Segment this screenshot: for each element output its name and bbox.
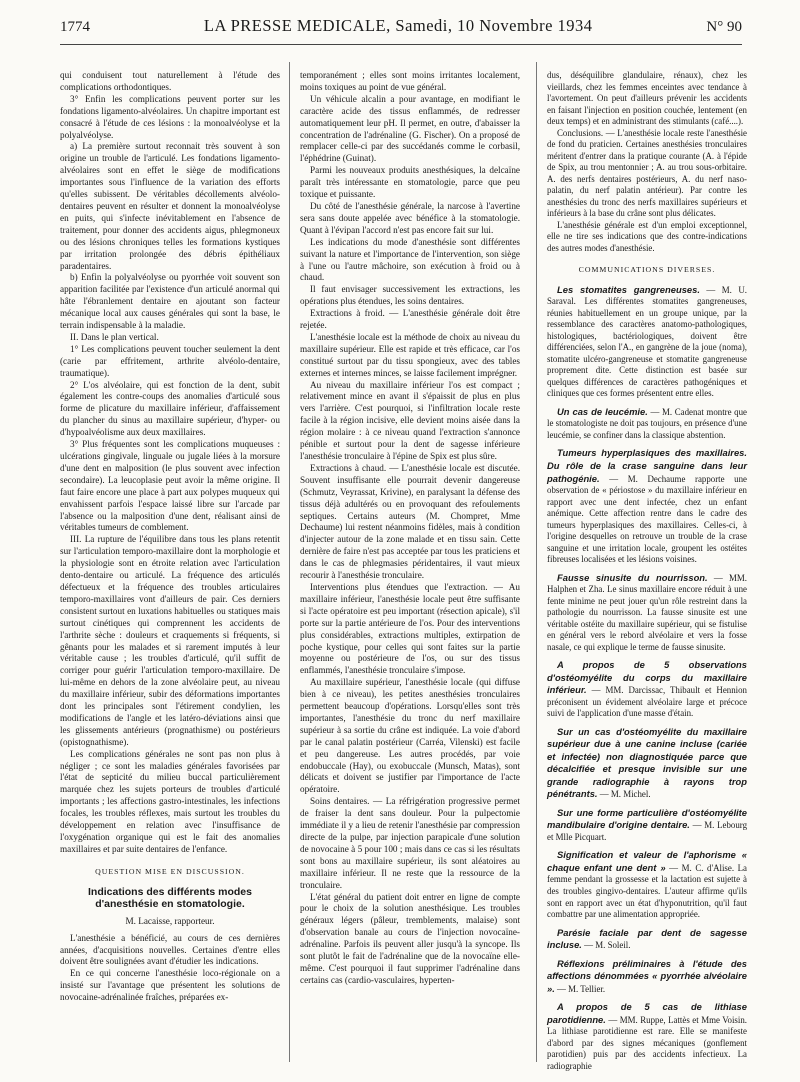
communication-entry (547, 1001, 747, 1072)
column-2 (300, 70, 520, 987)
paragraph: L'anesthésie générale est d'un emploi exceptionnel, elle ne tire ses indications que des contre-indications des autres modes d'anesthésie. (547, 219, 747, 253)
communication-entry (547, 726, 747, 801)
paragraph: 3° Plus fréquentes sont les complications muqueuses : ulcérations gingivale, linguale ou jugale liées à la morsure d'une dent en malposition (le plus souvent avec infection secondaire). La leucoplasie peut avoir la même origine. Il faut faire encore une place à part aux polypes muqueux qui envahissent parfois l'espace laissé libre sur l'arcade par l'absence ou la malposition d'une dent, réalisant ainsi de véritables tumeurs de comblement. (60, 439, 280, 533)
communication-text: — M. Michel. (597, 789, 651, 800)
paragraph: Extractions à chaud. — L'anesthésie locale est discutée. Souvent insuffisante elle pourrait devenir dangereuse (Schmutz, Veyrassat, Krivine), en paralysant la défense des tissus déjà adultérés ou en provoquant des refoulements septiques. Certains auteurs (M. Chompret, Mme Dechaume) lui restent néanmoins fidèles, mais à condition d'injecter autour de la zone malade et en tissu sain. Cette dernière de faire n'est pas acceptée par tous les praticiens et dans le cas de phlegmasies péridentaires, il vaut mieux recourir à l'anesthésie tronculaire. (300, 462, 520, 581)
paragraph: L'anesthésie a bénéficié, au cours de ces dernières années, d'acquisitions nouvelles. Certaines d'entre elles doivent être soulignées avant d'étudier les indications. (60, 932, 280, 967)
article-title: Indications des différents modes d'anesthésie en stomatologie. (88, 885, 252, 911)
paragraph: Au maxillaire supérieur, l'anesthésie locale (qui diffuse bien à ce niveau), les petites anesthésies tronculaires permettent beaucoup d'opérations. Lorsqu'elles sont très importantes, l'anesthésie du tronc du nerf maxillaire supérieur à sa sortie du crâne est indiquée. La voie d'abord par le canal palatin postérieur (Carréa, Vilenski) est facile et peu dangereuse. Les autres procédés, par voie endobuccale (Hay), ou exobuccale (Munsch, Matas), sont délicats et doivent se justifier par l'importance de l'acte opératoire. (300, 677, 520, 795)
column-1 (60, 70, 280, 1004)
page-number: 1774 (60, 19, 90, 35)
communication-text: — M. Soleil. (581, 940, 631, 951)
communication-title: Réflexions préliminaires à l'étude des affections dénommées « pyorrhée alvéolaire ». (547, 957, 747, 994)
communication-title: Signification et valeur de l'aphorisme « chaque enfant une dent » (547, 849, 747, 873)
communication-title: Sur une forme particulière d'ostéomyélite mandibulaire d'origine dentaire. (547, 806, 747, 831)
communication-text: — M. Lebourg et Mlle Picquart. (547, 820, 748, 842)
communication-entry (547, 849, 747, 920)
communication-title: Sur un cas d'ostéomyélite du maxillaire supérieur due à une canine incluse (cariée et infectée) non diagnostiquée parce que décalcifiée et presque invisible sur une grande radiographie à rayons trop pénétrants. (547, 725, 747, 800)
issue-number: N° 90 (706, 19, 742, 35)
paragraph: Conclusions. — L'anesthésie locale reste l'anesthésie de fond du praticien. Certaines anesthésies tronculaires méritent d'entrer dans la pratique courante (A. à l'épide de Spix, au trou mentonnier ; A. au trou sous-orbitaire. A. des nerfs dentaires postérieurs, A. du nerf naso-palatin, du nerf palatin antérieur). Par contre les anesthésies du tronc des nerfs maxillaires supérieurs et inférieurs à la base du crâne sont plus délicates. (547, 127, 747, 219)
paragraph: Les complications générales ne sont pas non plus à négliger ; ce sont les maladies générales favorisées par l'état de septicité du milieu buccal particulièrement marquée chez les sujets porteurs de troubles d'articulé importants ; les affections gastro-intestinales, les infections focales, les troubles réflexes, mais surtout les troubles du développement en relation avec l'insuffisance de l'oxygénation organique qui est le fait des anomalies maxillaires et par suite dentaires de l'enfance. (60, 748, 280, 854)
communication-entry (547, 927, 747, 952)
section-heading: QUESTION MISE EN DISCUSSION. (95, 866, 245, 876)
communication-title: A propos de 5 observations d'ostéomyélite du corps du maxillaire inférieur. (547, 659, 747, 696)
paragraph: Soins dentaires. — La réfrigération progressive permet de fraiser la dent sans douleur. Pour la pulpectomie immédiate il y a lieu de retenir l'anesthésie par compression directe de la pulpe, par injection parapicale d'une solution de novocaine à 5 pour 100 ; mais dans ce cas si les résultats sont bons au maxillaire supérieur, ils sont aléatoires au maxillaire inférieur. Il ne reste que la ressource de la tronculaire. (300, 796, 520, 890)
paragraph: L'anesthésie locale est la méthode de choix au niveau du maxillaire supérieur. Elle est rapide et très efficace, car l'os constitué surtout par du tissu spongieux, avec des tables externes et internes minces, se laisse facilement imprégner. (300, 331, 520, 378)
journal-title: LA PRESSE MEDICALE, Samedi, 10 Novembre 1934 (203, 16, 593, 35)
communication-text: — M. Dechaume rapporte une observation de « périostose » du maxillaire inférieur en rapport avec une dent infectée, chez un enfant anémique. Cette affection rentre dans le cadre des tumeurs hyperplasiques des maxillaires. Celles-ci, à l'origine desquelles on retrouve un trouble de la crase sanguine et une irritation locale, groupent les ostéites fibreuses localisées et les lésions voisines. (547, 473, 747, 565)
header-rule (60, 44, 742, 45)
communication-entry (547, 572, 747, 654)
paragraph: III. La rupture de l'équilibre dans tous les plans retentit sur l'articulation temporo-maxillaire dont la morphologie et la physiologie sont en étroite relation avec l'articulation dento-dentaire ou articulé. La fréquence des articulés défectueux et la fréquence des troubles articulaires temporo-maxillaires vont d'ailleurs de pair. Ces derniers consistent surtout en luxations habituelles ou statiques mais surtout cinétiques qui comprennent les accidents de l'arthrite sèche : douleurs et craquements si fréquents, si gênants pour les malades et si rarement imputés à leur véritable cause ; les troubles d'articulé, qu'il suffit de corriger pour guérir l'articulation temporo-maxillaire. De lui-même en dehors de la zone alvéolaire peut, au niveau du maxillaire inférieur, subir des déformations importantes dont les principales sont l'étirement condylien, les modifications de l'angle et les latéro-déviations ainsi que les glissements antérieurs (prognathisme) ou postérieurs (opistognathisme). (60, 534, 280, 747)
column-divider (289, 62, 290, 1062)
paragraph: Au niveau du maxillaire inférieur l'os est compact ; relativement mince en avant il s'épaissit de plus en plus vers l'arrière. C'est pourquoi, si l'infiltration locale reste facile à la région incisive, elle devient moins aisée dans la région molaire : à ce niveau quand l'extraction s'annonce pénible et surtout pour la dent de sagesse inférieure l'anesthésie tronculaire à l'épine de Spix est plus sûre. (300, 379, 520, 461)
column-3 (547, 70, 747, 1072)
paragraph: Extractions à froid. — L'anesthésie générale doit être rejetée. (300, 308, 520, 331)
paragraph: Il faut envisager successivement les extractions, les opérations plus étendues, les soins dentaires. (300, 284, 520, 307)
communication-entry (547, 284, 747, 400)
communication-entry (547, 447, 747, 565)
communication-entry (547, 406, 747, 442)
communication-text: — M. Cadenat montre que le stomatologiste ne doit pas toujours, en présence d'une leucémie, se confiner dans la classique abstention. (547, 406, 747, 440)
paragraph: b) Enfin la polyalvéolyse ou pyorrhée voit souvent son apparition facilitée par l'existence d'un articulé anormal qui hâte l'ébranlement dentaire en ajoutant son facteur mécanique local aux causes générales qui sont la base, le terrain indispensable à la maladie. (60, 272, 280, 331)
communication-text: — MM. Halphen et Zha. Le sinus maxillaire encore réduit à une fente minime ne peut jouer qu'un rôle restreint dans la pathologie du nourrisson. La fausse sinusite est une véritable ostéite du maxillaire supérieur, qui se fistulise en général vers le rebord alvéolaire et vers la fosse nasale, ce qui explique le terme de fausse sinusite. (547, 572, 747, 652)
paragraph: qui conduisent tout naturellement à l'étude des complications orthodontiques. (60, 70, 280, 92)
communication-title: A propos de 5 cas de lithiase parotidienne. (547, 1001, 747, 1025)
paragraph: 3° Enfin les complications peuvent porter sur les fondations ligamento-alvéolaires. Un chapitre important est consacré à l'étude de ces lésions : la monoalvéolyse et la polyalvéolyse. (60, 93, 280, 140)
paragraph: Parmi les nouveaux produits anesthésiques, la delcaïne paraît très intéressante en stomatologie, parce que peu toxique et puissante. (300, 165, 520, 200)
communication-text: — M. C. d'Alise. La femme pendant la grossesse et la lactation est sujette à des troubles gingivo-dentaires. L'auteur affirme qu'ils sont en rapport avec un état d'hyponutrition, qu'il faut combattre par une alimentation appropriée. (547, 862, 747, 920)
communication-text: — M. U. Saraval. Les différentes stomatites gangreneuses, réunies habituellement en un groupe unique, par la ressemblance des caractères anatomo-pathologiques, histologiques, bactériologiques, doivent être différenciées, selon l'A., en gangrène de la joue (noma), stomatite ulcéro-gangreneuse et stomatite gangreneuse proprement dite. Cette distinction est basée sur quelques différences de caractères pathogéniques et cliniques que ces formes présentent entre elles. (547, 284, 747, 399)
paragraph: Du côté de l'anesthésie générale, la narcose à l'avertine sera sans doute appelée avec bénéfice à la stomatologie. Quant à l'évipan l'accord n'est pas encore fait sur lui. (300, 200, 520, 235)
communication-entry (547, 659, 747, 720)
communication-entry (547, 807, 747, 844)
communication-title: Parésie faciale par dent de sagesse incluse. (547, 926, 747, 951)
page-header (60, 16, 742, 40)
communication-text: — M. Tellier. (554, 983, 606, 994)
paragraph: Un véhicule alcalin a pour avantage, en modifiant le caractère acide des tissus enflammés, de redresser automatiquement leur pH. Il permet, en outre, d'abaisser la concentration de l'adrénaline (G. Fischer). On a proposé de remplacer celle-ci par des succédanés comme le corbasil, l'éphédrine (Guinat). (300, 93, 520, 164)
paragraph: II. Dans le plan vertical. (70, 331, 159, 342)
communication-title: Les stomatites gangreneuses. (557, 283, 700, 295)
communication-text: — MM. Darcissac, Thibault et Hennion préconisent un évidement alvéolaire large et précoce suivi de l'application d'une masse d'étain. (547, 685, 747, 719)
communication-title: Un cas de leucémie. (557, 405, 648, 417)
paragraph: 1° Les complications peuvent toucher seulement la dent (carie par effritement, arthrite alvéolo-dentaire, traumatique). (60, 343, 280, 378)
paragraph: Les indications du mode d'anesthésie sont différentes suivant la nature et l'importance de l'intervention, son siège à l'une ou l'autre mâchoire, son exécution à froid ou à chaud. (300, 236, 520, 283)
section-heading: COMMUNICATIONS DIVERSES. (578, 265, 716, 275)
column-divider (536, 62, 537, 1062)
paragraph: a) La première surtout reconnait très souvent à son origine un trouble de l'articulé. Les fondations ligamento-alvéolaires sont en effet le siège de modifications importantes sous l'influence de la variation des efforts qu'elles subissent. De véritables décollements alvéolo-dentaires peuvent en résulter et donnent la monoalvéolyse en puits, qui s'infecte inévitablement en l'absence de traitement, pour donner des accidents aigus, phlegmoneux ou des lésions chroniques telles les formations kystiques par irritation prolongée des débris épithéliaux paradentaires. (60, 141, 280, 271)
communication-entry (547, 958, 747, 996)
article-author: M. Lacaisse, rapporteur. (125, 915, 215, 926)
paragraph: dus, déséquilibre glandulaire, rénaux), chez les vieillards, chez les femmes enceintes avec tendance à l'avortement. On peut d'ailleurs prévenir les accidents en faisant l'injection en position couchée, lentement (en deux temps) et en administrant des stimulants (café....). (547, 70, 747, 127)
paragraph: L'état général du patient doit entrer en ligne de compte pour le choix de la solution anesthésique. Les troubles généraux légers (pâleur, tremblements, malaise) sont d'observation banale au cours de l'injection novocaïne-adrénaline. Parfois ils peuvent aller jusqu'à la syncope. Ils sont plutôt le fait de l'adrénaline que de la novocaïne elle-même. C'est pourquoi il faut supprimer l'adrénaline dans certains cas (cardio-vasculaires, hyperten- (300, 891, 520, 985)
paragraph: 2° L'os alvéolaire, qui est fonction de la dent, subit également les contre-coups des anomalies d'articulé sous forme de plicature du maxillaire inférieur, d'affaissement du plancher du sinus au maxillaire supérieur, d'hyper- ou d'hypoalvéolisme aux deux maxillaires. (60, 379, 280, 438)
paragraph: Interventions plus étendues que l'extraction. — Au maxillaire inférieur, l'anesthésie locale peut être suffisante si l'acte opératoire est peu important (résection apicale), s'il porte sur la partie antérieure de l'os. Pour des interventions plus considérables, extractions multiples, extirpation de poche kystique, pour celles qui sont faites sur la partie moyenne ou postérieure de l'os, ou sur des tissus enflammés, l'anesthésie tronculaire s'impose. (300, 581, 520, 676)
paragraph: temporanément ; elles sont moins irritantes localement, moins toxiques au point de vue général. (300, 70, 520, 92)
paragraph: En ce qui concerne l'anesthésie loco-régionale on a insisté sur l'avantage que présentent les solutions de novocaine-adrénalinée fraîches, préparées ex- (60, 968, 280, 1003)
communication-title: Tumeurs hyperplasiques des maxillaires. Du rôle de la crase sanguine dans leur pathogénie. (547, 447, 747, 484)
communication-title: Fausse sinusite du nourrisson. (557, 571, 708, 583)
communication-text: — MM. Ruppe, Lattès et Mme Voisin. La lithiase parotidienne est rare. Elle se manifeste d'abord par des signes mécaniques (gonflement parotidien) puis par des accidents infectieux. La radiographie (547, 1014, 747, 1071)
